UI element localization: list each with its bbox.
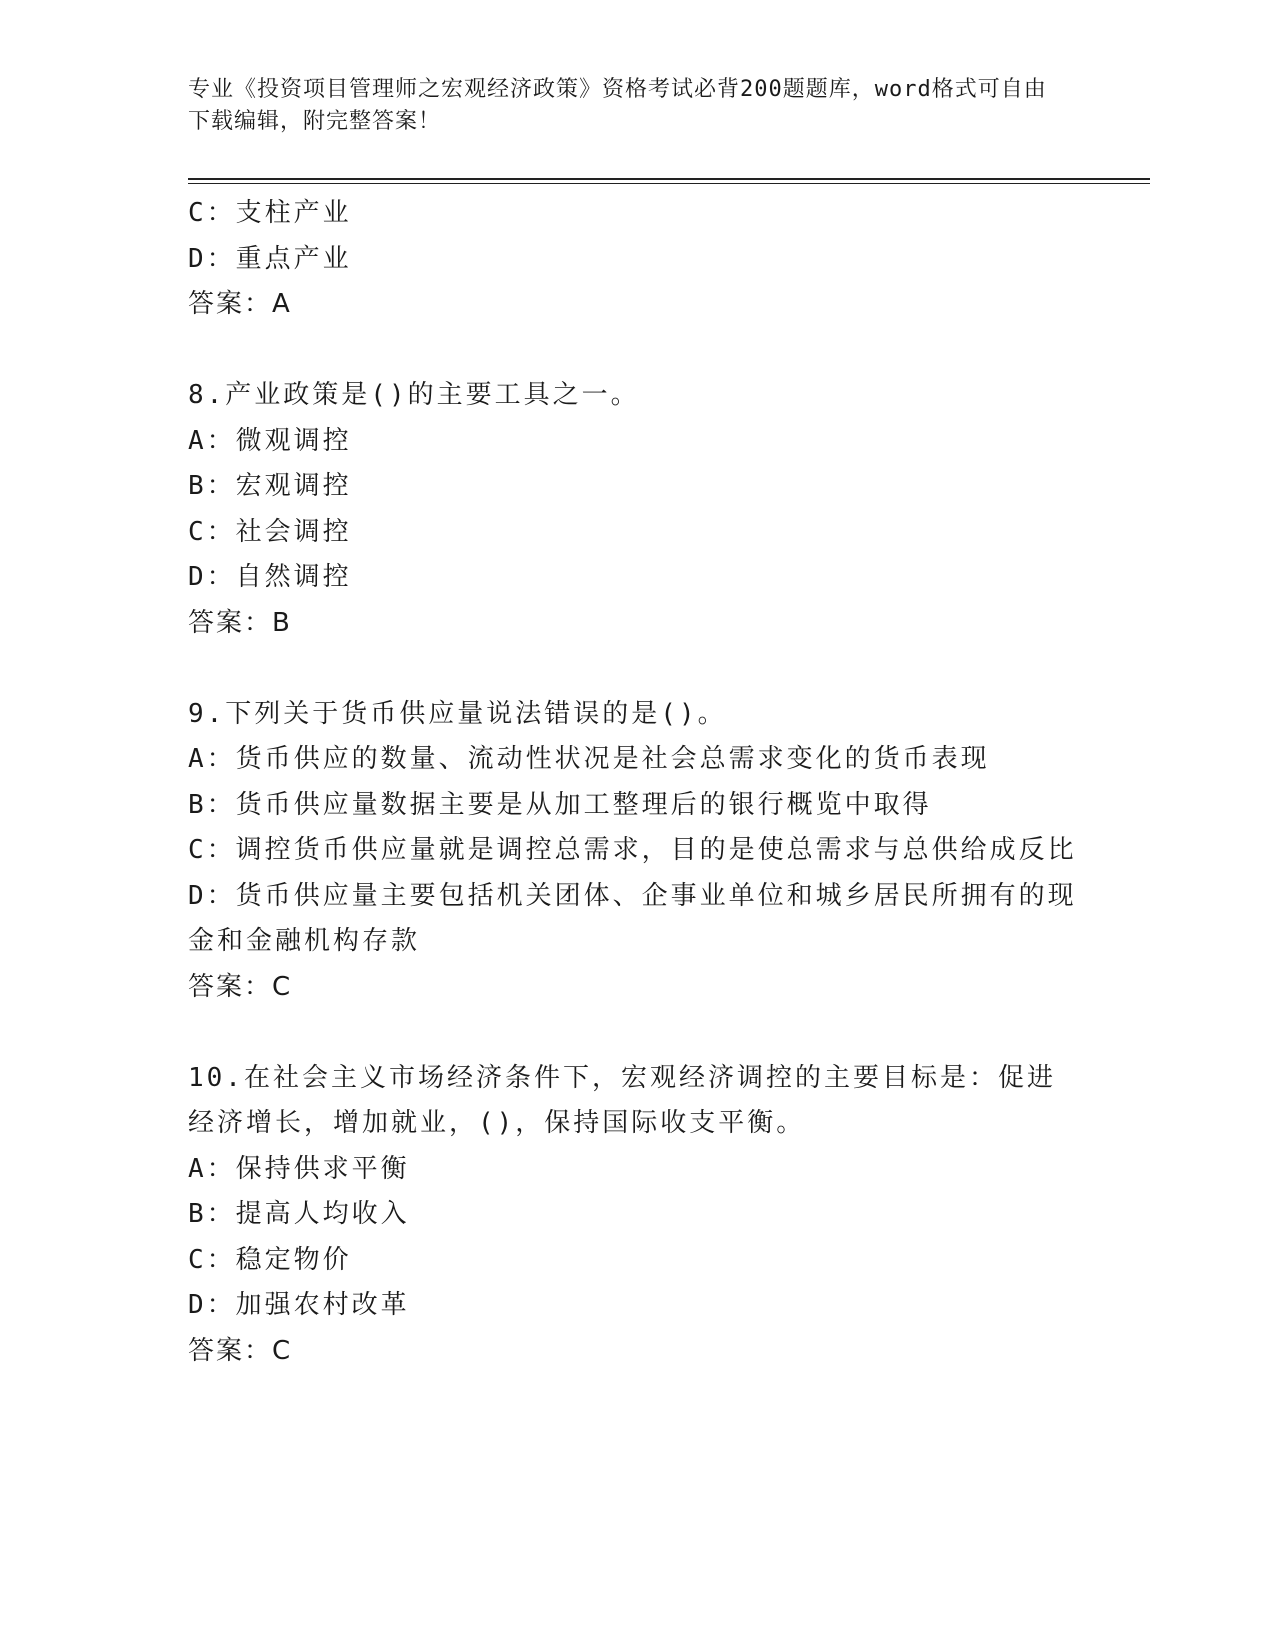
option-d: D：加强农村改革 bbox=[188, 1290, 410, 1320]
question-stem: 10.在社会主义市场经济条件下，宏观经济调控的主要目标是：促进经济增长，增加就业，()，保持国际收支平衡。 bbox=[188, 1062, 1056, 1138]
answer: 答案：C bbox=[188, 1335, 293, 1366]
option-c: C：社会调控 bbox=[188, 516, 352, 547]
answer: 答案：C bbox=[188, 971, 293, 1002]
option-c: C：调控货币供应量就是调控总需求，目的是使总需求与总供给成反比 bbox=[188, 835, 1077, 865]
option-b: B：货币供应量数据主要是从加工整理后的银行概览中取得 bbox=[188, 789, 932, 820]
option-b: B：提高人均收入 bbox=[188, 1199, 410, 1229]
page-header-title: 专业《投资项目管理师之宏观经济政策》资格考试必背200题题库，word格式可自由下载编辑，附完整答案！ bbox=[188, 77, 1047, 134]
question-list bbox=[188, 191, 1088, 1374]
answer: 答案：A bbox=[188, 289, 292, 319]
option-c: C：稳定物价 bbox=[188, 1244, 352, 1275]
question-stem: 9.下列关于货币供应量说法错误的是()。 bbox=[188, 698, 727, 729]
question-stem: 8.产业政策是()的主要工具之一。 bbox=[188, 380, 640, 410]
answer: 答案：B bbox=[188, 607, 292, 638]
option-c: C：支柱产业 bbox=[188, 198, 352, 228]
option-d: D：重点产业 bbox=[188, 243, 352, 274]
header-rule-thin bbox=[188, 183, 1150, 184]
option-b: B：宏观调控 bbox=[188, 471, 352, 501]
option-d: D：自然调控 bbox=[188, 562, 352, 592]
option-a: A：微观调控 bbox=[188, 425, 352, 456]
header-rule-thick bbox=[188, 178, 1150, 180]
option-d: D：货币供应量主要包括机关团体、企事业单位和城乡居民所拥有的现金和金融机构存款 bbox=[188, 880, 1077, 956]
option-a: A：货币供应的数量、流动性状况是社会总需求变化的货币表现 bbox=[188, 744, 990, 774]
option-a: A：保持供求平衡 bbox=[188, 1153, 410, 1184]
